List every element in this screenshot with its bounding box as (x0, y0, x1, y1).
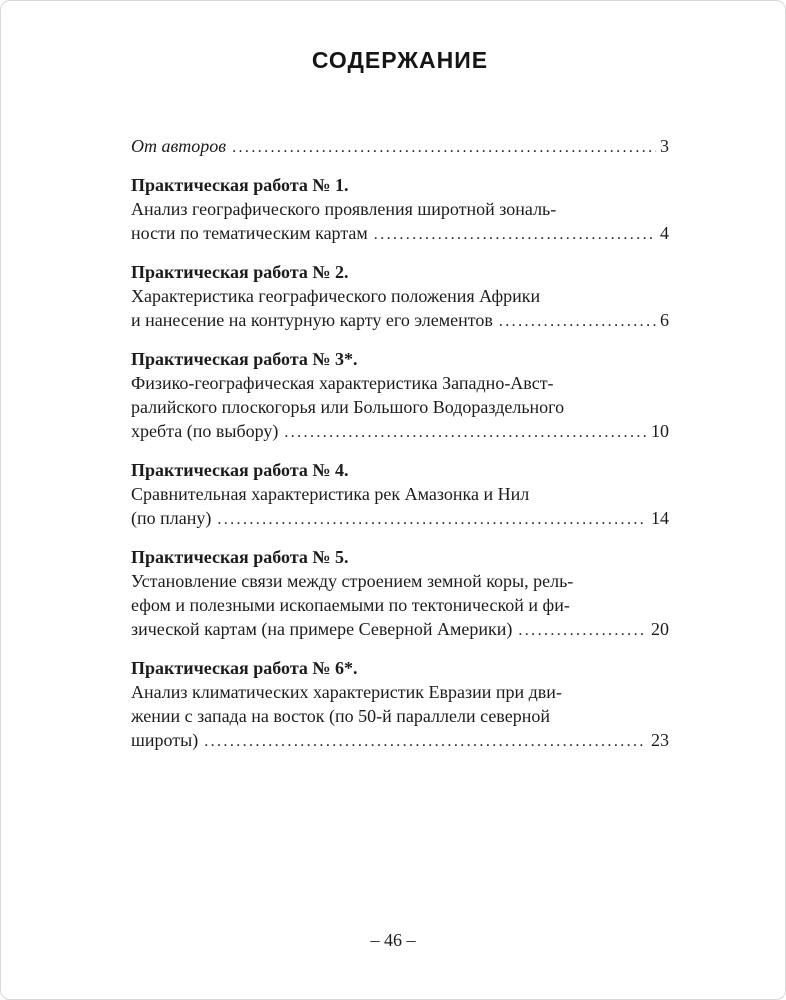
entry-page-number: 14 (651, 508, 669, 528)
entry-line: Характеристика географического положения Африки (131, 286, 541, 306)
entry-heading: Практическая работа № 5. (131, 547, 349, 567)
entry-line: Анализ географического проявления широтной зональ- (131, 199, 557, 219)
table-of-contents (131, 134, 669, 754)
toc-entry-rabota-5 (131, 545, 669, 643)
dot-leader (374, 221, 656, 247)
entry-line-text: хребта (по выбору) (131, 421, 279, 441)
entry-line: Установление связи между строением земной коры, рель- (131, 571, 574, 591)
entry-line: жении с запада на восток (по 50-й параллели северной (131, 706, 550, 726)
entry-last-line (131, 728, 669, 754)
content-area (1, 1, 785, 754)
entry-line: ралийского плоскогорья или Большого Водораздельного (131, 397, 565, 417)
dot-leader (284, 419, 647, 445)
entry-heading: Практическая работа № 4. (131, 460, 349, 480)
entry-last-line (131, 419, 669, 445)
entry-last-line (131, 308, 669, 334)
entry-title: От авторов (131, 136, 227, 156)
entry-line-text: и нанесение на контурную карту его элементов (131, 310, 493, 330)
toc-entry-rabota-1 (131, 173, 669, 247)
dot-leader (499, 308, 656, 334)
page-number-footer: – 46 – (370, 930, 416, 950)
entry-heading: Практическая работа № 1. (131, 175, 349, 195)
entry-heading: Практическая работа № 6*. (131, 658, 358, 678)
toc-entry-ot-avtorov (131, 134, 669, 160)
entry-page-number: 3 (660, 136, 669, 156)
entry-line-text: зической картам (на примере Северной Америки) (131, 619, 513, 639)
entry-page-number: 6 (660, 310, 669, 330)
entry-last-line (131, 134, 669, 160)
entry-last-line (131, 221, 669, 247)
entry-page-number: 4 (660, 223, 669, 243)
entry-line-text: (по плану) (131, 508, 212, 528)
entry-page-number: 23 (651, 730, 669, 750)
dot-leader (518, 617, 647, 643)
toc-entry-rabota-6 (131, 656, 669, 754)
toc-title: СОДЕРЖАНИЕ (311, 47, 489, 73)
entry-page-number: 10 (651, 421, 669, 441)
toc-entry-rabota-2 (131, 260, 669, 334)
toc-entry-rabota-3 (131, 347, 669, 445)
entry-line-text: широты) (131, 730, 199, 750)
entry-last-line (131, 617, 669, 643)
toc-entry-rabota-4 (131, 458, 669, 532)
dot-leader (232, 134, 656, 160)
dot-leader (217, 506, 647, 532)
dot-leader (204, 728, 647, 754)
entry-page-number: 20 (651, 619, 669, 639)
entry-heading: Практическая работа № 2. (131, 262, 349, 282)
entry-line-text: ности по тематическим картам (131, 223, 368, 243)
entry-line: Анализ климатических характеристик Евразии при дви- (131, 682, 562, 702)
entry-line: Сравнительная характеристика рек Амазонка и Нил (131, 484, 530, 504)
entry-line: Физико-географическая характеристика Западно-Авст- (131, 373, 554, 393)
entry-line: ефом и полезными ископаемыми по тектонической и фи- (131, 595, 570, 615)
entry-last-line (131, 506, 669, 532)
entry-heading: Практическая работа № 3*. (131, 349, 358, 369)
